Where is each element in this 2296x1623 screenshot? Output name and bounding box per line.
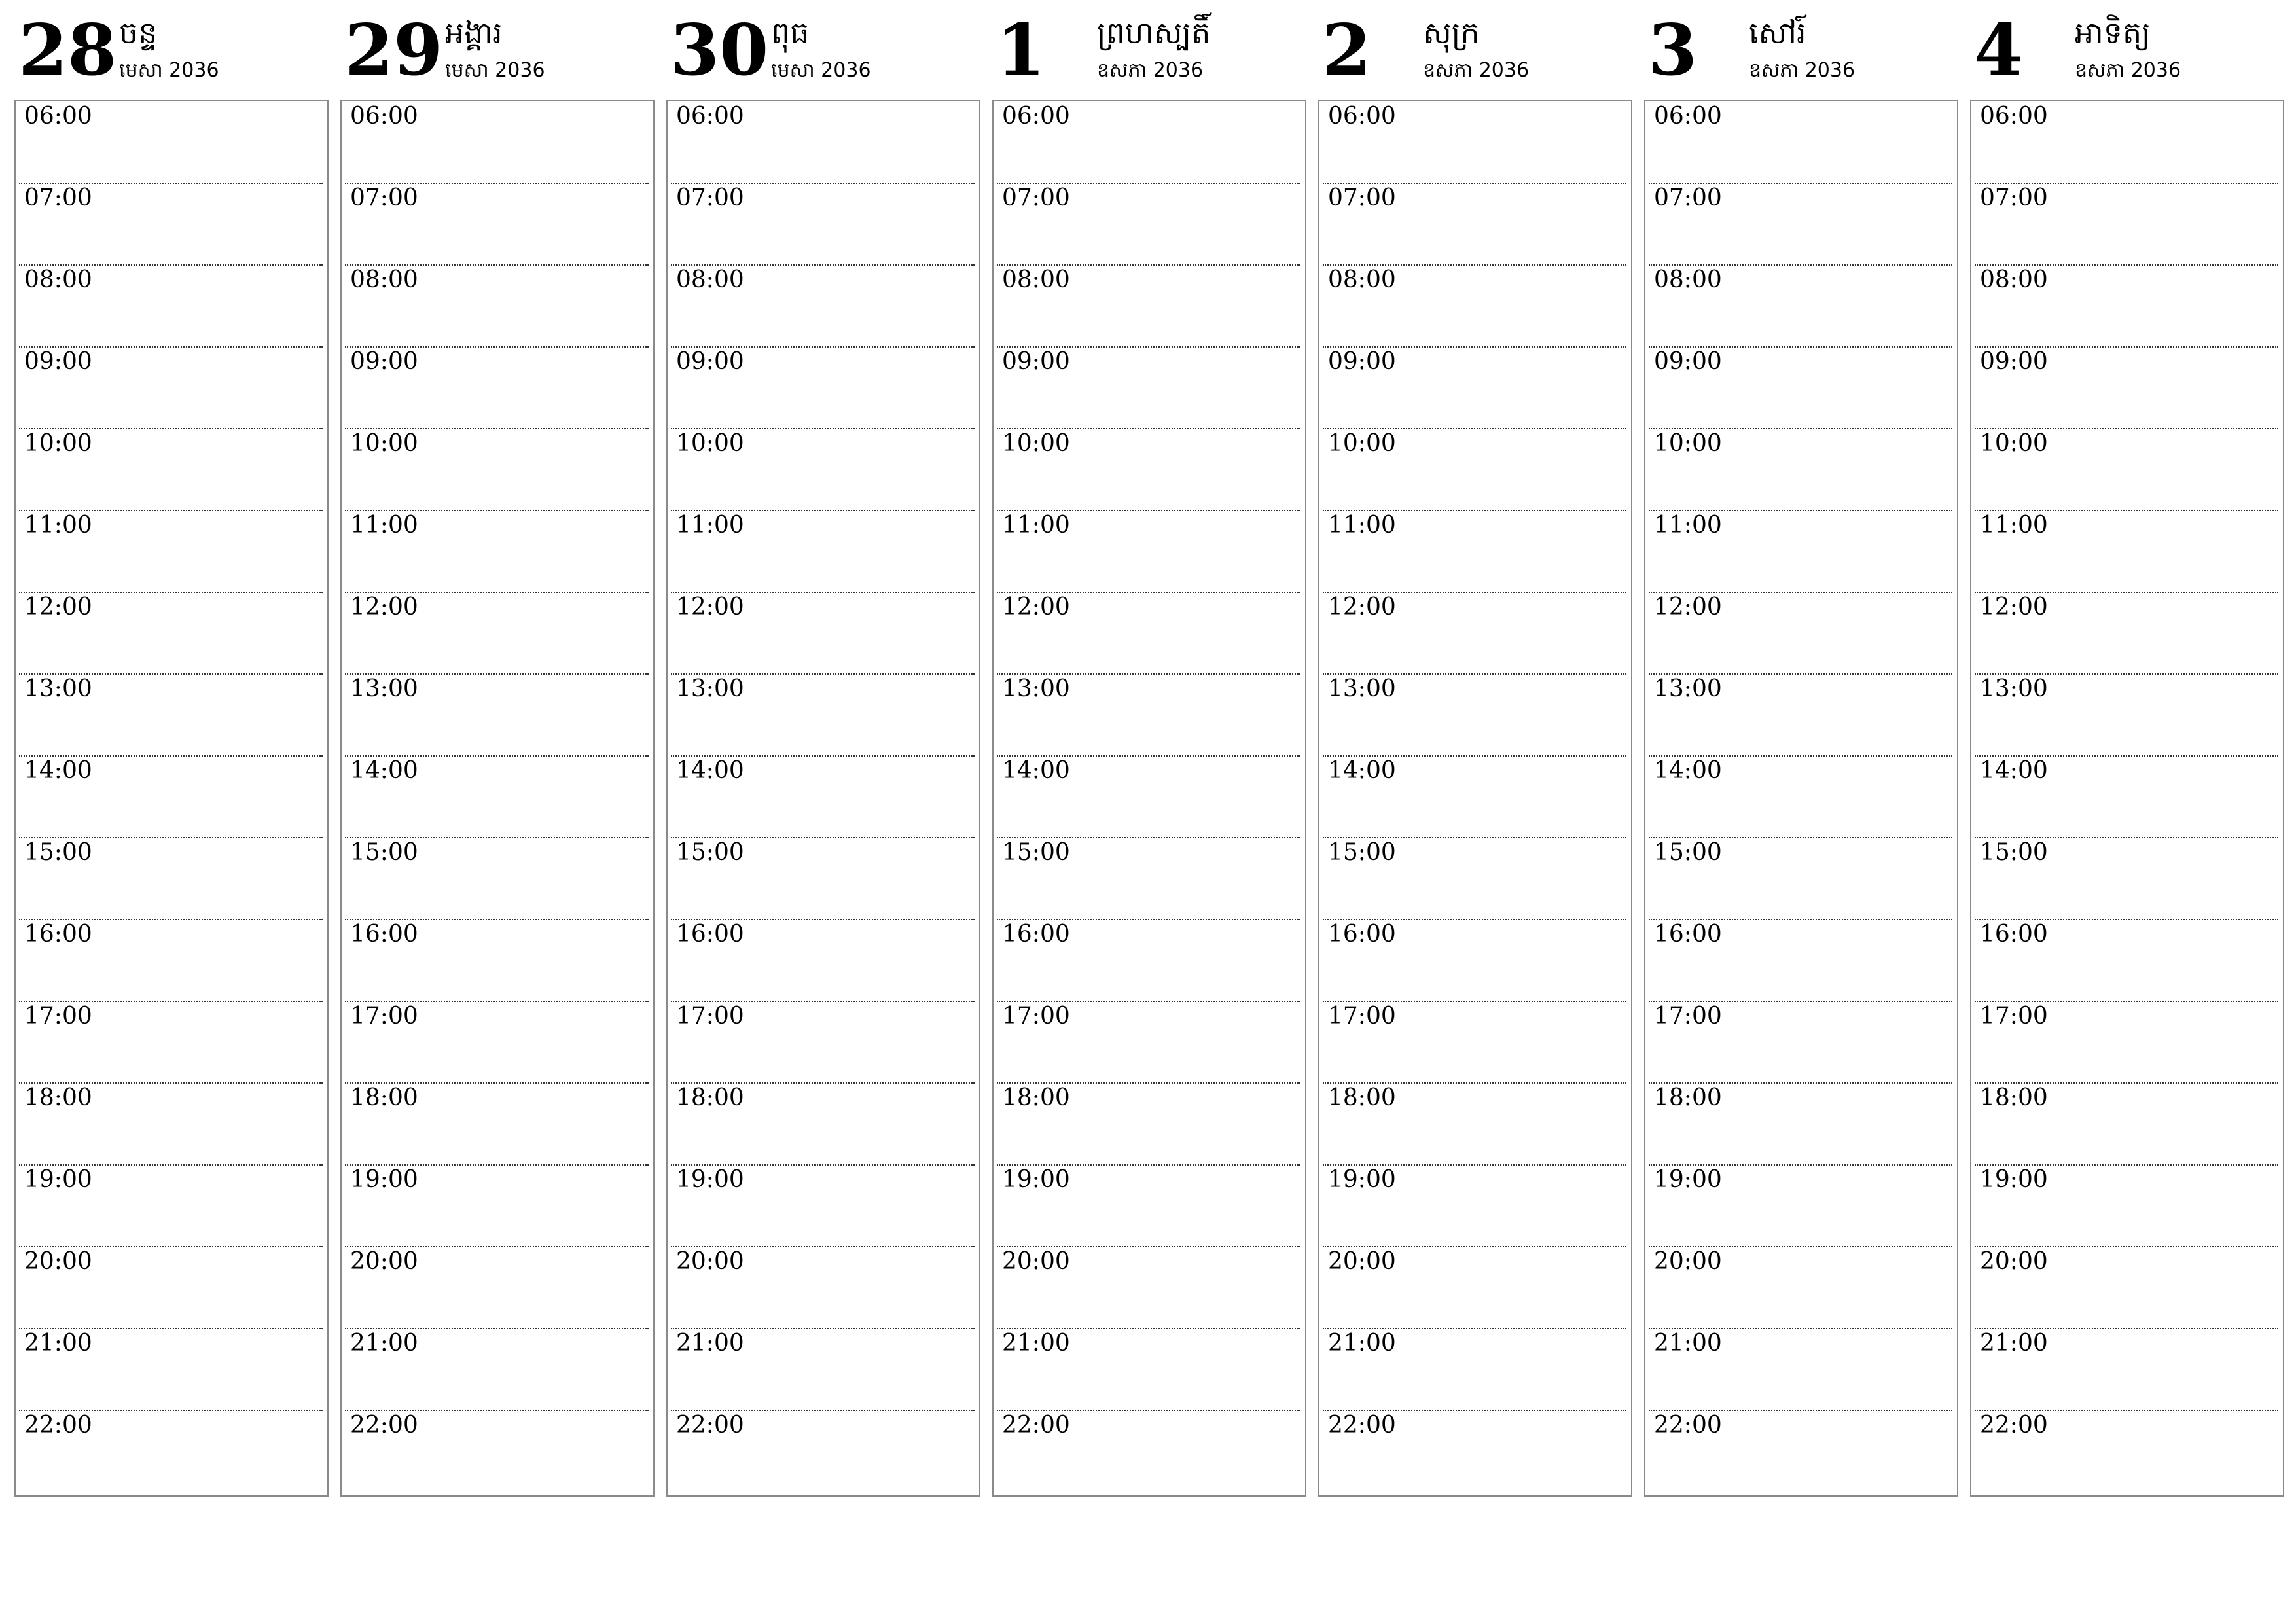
time-label: 17:00 <box>24 1003 92 1029</box>
time-slot[interactable] <box>1975 266 2278 348</box>
time-label: 16:00 <box>24 921 92 948</box>
time-label: 13:00 <box>1980 675 2048 702</box>
time-slot[interactable] <box>345 675 649 757</box>
time-label: 20:00 <box>350 1248 418 1275</box>
time-slot[interactable] <box>1649 757 1952 838</box>
time-slot[interactable] <box>997 1002 1300 1084</box>
time-slot[interactable] <box>671 1084 975 1166</box>
time-slot[interactable] <box>671 675 975 757</box>
time-slot[interactable] <box>671 757 975 838</box>
time-label: 19:00 <box>1002 1166 1070 1193</box>
time-slot[interactable] <box>1975 1329 2278 1411</box>
time-label: 07:00 <box>1002 185 1070 211</box>
day-header <box>1970 0 2284 98</box>
time-slot[interactable] <box>671 593 975 675</box>
time-label: 15:00 <box>1654 839 1722 866</box>
time-label: 09:00 <box>1328 348 1396 375</box>
time-slot[interactable] <box>997 757 1300 838</box>
time-slot[interactable] <box>345 348 649 429</box>
time-label: 10:00 <box>1328 430 1396 457</box>
time-slot[interactable] <box>997 593 1300 675</box>
time-slot[interactable] <box>997 1166 1300 1247</box>
time-label: 17:00 <box>1980 1003 2048 1029</box>
time-label: 09:00 <box>1980 348 2048 375</box>
time-label: 12:00 <box>1002 594 1070 620</box>
time-slot[interactable] <box>1323 1329 1626 1411</box>
time-label: 20:00 <box>1328 1248 1396 1275</box>
time-slot[interactable] <box>671 511 975 593</box>
time-slot[interactable] <box>671 1247 975 1329</box>
time-label: 16:00 <box>1328 921 1396 948</box>
time-slot[interactable] <box>19 1247 323 1329</box>
time-slot[interactable] <box>19 266 323 348</box>
weekday-name: អាទិត្យ <box>2075 15 2151 50</box>
time-label: 09:00 <box>350 348 418 375</box>
time-slot[interactable] <box>19 1411 323 1493</box>
time-slot[interactable] <box>1975 1084 2278 1166</box>
time-label: 09:00 <box>24 348 92 375</box>
time-slot[interactable] <box>671 1166 975 1247</box>
time-label: 16:00 <box>1002 921 1070 948</box>
time-label: 22:00 <box>1654 1412 1722 1438</box>
time-label: 21:00 <box>1980 1330 2048 1357</box>
time-slot[interactable] <box>1975 429 2278 511</box>
time-label: 18:00 <box>1980 1084 2048 1111</box>
time-label: 10:00 <box>1654 430 1722 457</box>
time-slot[interactable] <box>1975 1002 2278 1084</box>
time-label: 06:00 <box>1002 103 1070 130</box>
time-slot[interactable] <box>671 348 975 429</box>
time-slot[interactable] <box>345 838 649 920</box>
time-label: 18:00 <box>24 1084 92 1111</box>
time-label: 07:00 <box>1328 185 1396 211</box>
time-slot[interactable] <box>19 1329 323 1411</box>
time-slot[interactable] <box>1323 1247 1626 1329</box>
weekday-name: ពុធ <box>771 15 810 50</box>
time-label: 12:00 <box>676 594 744 620</box>
time-label: 22:00 <box>24 1412 92 1438</box>
time-label: 11:00 <box>1654 512 1722 539</box>
time-label: 08:00 <box>1328 266 1396 293</box>
time-label: 17:00 <box>1654 1003 1722 1029</box>
time-slot[interactable] <box>997 184 1300 266</box>
time-label: 18:00 <box>1002 1084 1070 1111</box>
time-slot[interactable] <box>1649 511 1952 593</box>
time-label: 15:00 <box>676 839 744 866</box>
time-label: 15:00 <box>1002 839 1070 866</box>
time-label: 09:00 <box>1002 348 1070 375</box>
time-slot[interactable] <box>19 102 323 184</box>
time-slot[interactable] <box>1323 429 1626 511</box>
time-label: 14:00 <box>1980 757 2048 784</box>
time-label: 06:00 <box>1980 103 2048 130</box>
time-slot[interactable] <box>345 429 649 511</box>
time-label: 14:00 <box>1654 757 1722 784</box>
day-header <box>992 0 1306 98</box>
time-slot[interactable] <box>345 184 649 266</box>
time-label: 12:00 <box>1328 594 1396 620</box>
time-slot[interactable] <box>1323 348 1626 429</box>
time-slot[interactable] <box>671 266 975 348</box>
time-label: 11:00 <box>1980 512 2048 539</box>
time-label: 06:00 <box>676 103 744 130</box>
time-label: 08:00 <box>1002 266 1070 293</box>
time-label: 11:00 <box>1002 512 1070 539</box>
time-label: 18:00 <box>350 1084 418 1111</box>
time-label: 20:00 <box>24 1248 92 1275</box>
time-label: 11:00 <box>1328 512 1396 539</box>
time-slot[interactable] <box>19 184 323 266</box>
time-label: 19:00 <box>350 1166 418 1193</box>
time-slot[interactable] <box>671 184 975 266</box>
time-slot[interactable] <box>1975 1166 2278 1247</box>
time-slot[interactable] <box>997 1247 1300 1329</box>
time-slot[interactable] <box>1975 511 2278 593</box>
time-slot[interactable] <box>997 429 1300 511</box>
day-number: 1 <box>996 9 1046 92</box>
time-slot[interactable] <box>1323 102 1626 184</box>
time-slot[interactable] <box>1323 1166 1626 1247</box>
day-header <box>1644 0 1958 98</box>
day-schedule-box <box>992 100 1306 1497</box>
day-number: 2 <box>1322 9 1372 92</box>
time-slot[interactable] <box>345 1166 649 1247</box>
day-number: 28 <box>18 9 117 92</box>
time-slot[interactable] <box>1649 920 1952 1002</box>
time-label: 22:00 <box>1328 1412 1396 1438</box>
time-label: 10:00 <box>676 430 744 457</box>
time-label: 13:00 <box>1328 675 1396 702</box>
day-number: 29 <box>344 9 443 92</box>
day-number: 3 <box>1648 9 1698 92</box>
time-slot[interactable] <box>1649 1411 1952 1493</box>
time-label: 09:00 <box>1654 348 1722 375</box>
time-slot[interactable] <box>997 102 1300 184</box>
time-slot[interactable] <box>19 593 323 675</box>
time-slot[interactable] <box>345 1329 649 1411</box>
time-slot[interactable] <box>671 1411 975 1493</box>
time-slot[interactable] <box>1649 1166 1952 1247</box>
time-slot[interactable] <box>345 1084 649 1166</box>
time-slot[interactable] <box>1649 102 1952 184</box>
time-label: 21:00 <box>1002 1330 1070 1357</box>
month-year: ឧសភា 2036 <box>2075 59 2181 82</box>
time-label: 12:00 <box>24 594 92 620</box>
time-slot[interactable] <box>1649 838 1952 920</box>
time-label: 22:00 <box>1002 1412 1070 1438</box>
time-slot[interactable] <box>1649 593 1952 675</box>
day-schedule-box <box>1318 100 1632 1497</box>
weekday-name: អង្គារ <box>445 15 503 50</box>
time-slot[interactable] <box>997 1411 1300 1493</box>
day-header <box>1318 0 1632 98</box>
time-label: 19:00 <box>24 1166 92 1193</box>
time-label: 19:00 <box>1654 1166 1722 1193</box>
time-label: 07:00 <box>24 185 92 211</box>
time-slot[interactable] <box>997 838 1300 920</box>
day-schedule-box <box>340 100 655 1497</box>
month-year: ឧសភា 2036 <box>1423 59 1530 82</box>
time-slot[interactable] <box>1323 1002 1626 1084</box>
time-slot[interactable] <box>19 511 323 593</box>
time-label: 17:00 <box>350 1003 418 1029</box>
time-slot[interactable] <box>1975 348 2278 429</box>
time-label: 12:00 <box>350 594 418 620</box>
time-label: 07:00 <box>676 185 744 211</box>
time-label: 21:00 <box>676 1330 744 1357</box>
time-label: 16:00 <box>350 921 418 948</box>
time-slot[interactable] <box>671 429 975 511</box>
time-slot[interactable] <box>1323 920 1626 1002</box>
time-slot[interactable] <box>345 920 649 1002</box>
time-label: 13:00 <box>1002 675 1070 702</box>
time-label: 14:00 <box>676 757 744 784</box>
time-label: 11:00 <box>676 512 744 539</box>
time-label: 13:00 <box>676 675 744 702</box>
day-header <box>666 0 980 98</box>
time-slot[interactable] <box>1975 920 2278 1002</box>
time-slot[interactable] <box>997 920 1300 1002</box>
time-label: 18:00 <box>1328 1084 1396 1111</box>
time-label: 21:00 <box>24 1330 92 1357</box>
time-slot[interactable] <box>1649 1084 1952 1166</box>
time-label: 18:00 <box>1654 1084 1722 1111</box>
time-slot[interactable] <box>997 511 1300 593</box>
time-label: 12:00 <box>1980 594 2048 620</box>
time-label: 16:00 <box>1654 921 1722 948</box>
time-label: 14:00 <box>350 757 418 784</box>
time-slot[interactable] <box>1649 184 1952 266</box>
time-slot[interactable] <box>1323 757 1626 838</box>
time-slot[interactable] <box>1323 838 1626 920</box>
time-slot[interactable] <box>671 102 975 184</box>
time-label: 15:00 <box>1328 839 1396 866</box>
time-label: 20:00 <box>1980 1248 2048 1275</box>
time-slot[interactable] <box>1975 838 2278 920</box>
time-label: 11:00 <box>350 512 418 539</box>
time-slot[interactable] <box>1649 1329 1952 1411</box>
day-number: 30 <box>670 9 769 92</box>
time-label: 07:00 <box>1980 185 2048 211</box>
time-label: 18:00 <box>676 1084 744 1111</box>
time-slot[interactable] <box>1649 675 1952 757</box>
time-label: 17:00 <box>1002 1003 1070 1029</box>
weekday-name: ចន្ទ <box>119 15 158 50</box>
month-year: មេសា 2036 <box>771 59 871 82</box>
month-year: ឧសភា 2036 <box>1749 59 1856 82</box>
month-year: មេសា 2036 <box>119 59 219 82</box>
time-label: 08:00 <box>1654 266 1722 293</box>
time-slot[interactable] <box>345 266 649 348</box>
time-label: 06:00 <box>1654 103 1722 130</box>
time-slot[interactable] <box>345 102 649 184</box>
time-label: 07:00 <box>350 185 418 211</box>
time-slot[interactable] <box>19 348 323 429</box>
time-slot[interactable] <box>1975 1411 2278 1493</box>
time-slot[interactable] <box>1323 266 1626 348</box>
time-label: 10:00 <box>350 430 418 457</box>
time-label: 20:00 <box>1002 1248 1070 1275</box>
time-label: 13:00 <box>1654 675 1722 702</box>
time-slot[interactable] <box>671 920 975 1002</box>
time-label: 22:00 <box>1980 1412 2048 1438</box>
time-label: 08:00 <box>1980 266 2048 293</box>
time-slot[interactable] <box>1323 593 1626 675</box>
time-label: 09:00 <box>676 348 744 375</box>
time-label: 12:00 <box>1654 594 1722 620</box>
time-slot[interactable] <box>19 429 323 511</box>
time-label: 06:00 <box>1328 103 1396 130</box>
weekday-name: សៅរ៍ <box>1749 15 1806 50</box>
time-label: 07:00 <box>1654 185 1722 211</box>
time-label: 21:00 <box>350 1330 418 1357</box>
time-slot[interactable] <box>19 920 323 1002</box>
time-slot[interactable] <box>345 511 649 593</box>
time-slot[interactable] <box>1649 1002 1952 1084</box>
time-label: 06:00 <box>24 103 92 130</box>
time-slot[interactable] <box>1975 102 2278 184</box>
time-label: 13:00 <box>24 675 92 702</box>
time-label: 20:00 <box>1654 1248 1722 1275</box>
time-label: 10:00 <box>1980 430 2048 457</box>
time-slot[interactable] <box>1323 1411 1626 1493</box>
time-label: 14:00 <box>24 757 92 784</box>
time-slot[interactable] <box>671 1002 975 1084</box>
time-slot[interactable] <box>1975 1247 2278 1329</box>
day-schedule-box <box>1970 100 2284 1497</box>
month-year: ឧសភា 2036 <box>1097 59 1204 82</box>
time-label: 16:00 <box>676 921 744 948</box>
time-slot[interactable] <box>19 1166 323 1247</box>
time-slot[interactable] <box>1649 1247 1952 1329</box>
time-label: 22:00 <box>350 1412 418 1438</box>
time-label: 19:00 <box>676 1166 744 1193</box>
time-slot[interactable] <box>997 348 1300 429</box>
time-slot[interactable] <box>1649 266 1952 348</box>
time-slot[interactable] <box>997 1084 1300 1166</box>
day-number: 4 <box>1974 9 2024 92</box>
time-label: 17:00 <box>1328 1003 1396 1029</box>
time-label: 19:00 <box>1980 1166 2048 1193</box>
time-label: 14:00 <box>1328 757 1396 784</box>
time-slot[interactable] <box>19 675 323 757</box>
time-label: 10:00 <box>24 430 92 457</box>
time-slot[interactable] <box>1323 184 1626 266</box>
time-label: 15:00 <box>350 839 418 866</box>
time-label: 17:00 <box>676 1003 744 1029</box>
time-slot[interactable] <box>19 1084 323 1166</box>
time-label: 06:00 <box>350 103 418 130</box>
time-label: 08:00 <box>676 266 744 293</box>
time-slot[interactable] <box>1649 429 1952 511</box>
time-slot[interactable] <box>997 266 1300 348</box>
time-slot[interactable] <box>345 757 649 838</box>
day-header <box>340 0 655 98</box>
time-slot[interactable] <box>1975 593 2278 675</box>
time-label: 08:00 <box>350 266 418 293</box>
time-slot[interactable] <box>1975 757 2278 838</box>
time-slot[interactable] <box>997 675 1300 757</box>
time-slot[interactable] <box>19 757 323 838</box>
time-label: 15:00 <box>24 839 92 866</box>
time-label: 21:00 <box>1328 1330 1396 1357</box>
time-slot[interactable] <box>1323 511 1626 593</box>
time-slot[interactable] <box>345 1411 649 1493</box>
time-label: 11:00 <box>24 512 92 539</box>
time-label: 15:00 <box>1980 839 2048 866</box>
time-slot[interactable] <box>1649 348 1952 429</box>
time-label: 20:00 <box>676 1248 744 1275</box>
time-label: 22:00 <box>676 1412 744 1438</box>
time-label: 16:00 <box>1980 921 2048 948</box>
time-label: 13:00 <box>350 675 418 702</box>
day-schedule-box <box>1644 100 1958 1497</box>
time-slot[interactable] <box>1323 1084 1626 1166</box>
time-label: 08:00 <box>24 266 92 293</box>
time-label: 10:00 <box>1002 430 1070 457</box>
time-label: 21:00 <box>1654 1330 1722 1357</box>
time-slot[interactable] <box>19 838 323 920</box>
time-slot[interactable] <box>1975 184 2278 266</box>
time-slot[interactable] <box>671 1329 975 1411</box>
time-slot[interactable] <box>19 1002 323 1084</box>
month-year: មេសា 2036 <box>445 59 545 82</box>
time-slot[interactable] <box>345 1002 649 1084</box>
time-slot[interactable] <box>997 1329 1300 1411</box>
time-slot[interactable] <box>345 593 649 675</box>
time-slot[interactable] <box>1975 675 2278 757</box>
time-label: 14:00 <box>1002 757 1070 784</box>
time-slot[interactable] <box>345 1247 649 1329</box>
time-label: 19:00 <box>1328 1166 1396 1193</box>
weekday-name: សុក្រ <box>1423 15 1480 50</box>
time-slot[interactable] <box>1323 675 1626 757</box>
day-schedule-box <box>14 100 329 1497</box>
day-header <box>14 0 329 98</box>
weekday-name: ព្រហស្បតិ៍ <box>1097 15 1211 50</box>
day-schedule-box <box>666 100 980 1497</box>
time-slot[interactable] <box>671 838 975 920</box>
